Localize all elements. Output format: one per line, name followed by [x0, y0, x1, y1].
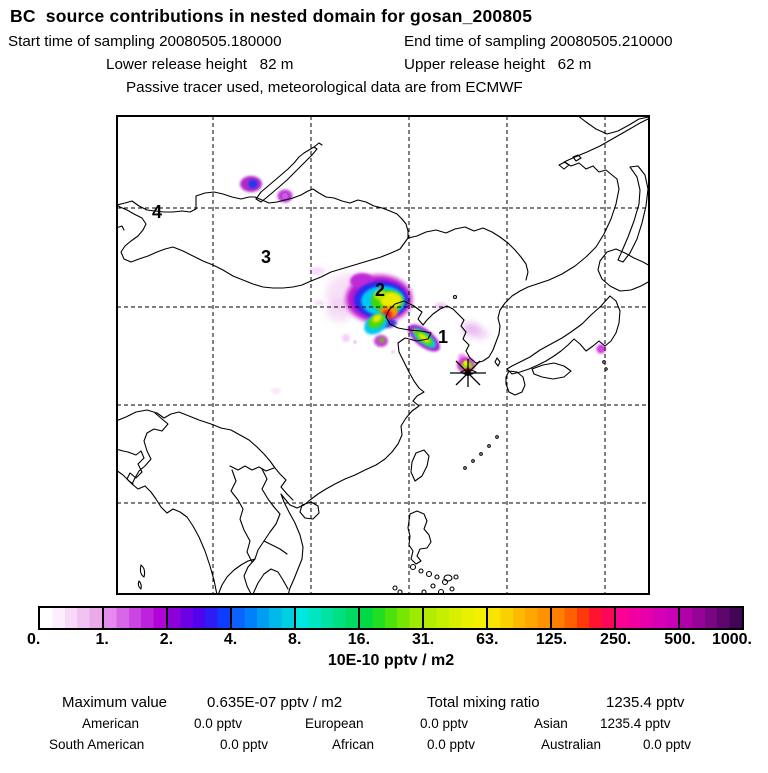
colorbar-tick-250: 250.: [600, 631, 632, 648]
max-value-number: 0.635E-07 pptv / m2: [207, 694, 343, 711]
colorbar-segment-6: [422, 608, 486, 628]
colorbar-unit-label: 10E-10 pptv / m2: [327, 652, 455, 669]
region-american-value: 0.0 pptv: [194, 716, 243, 731]
coastlines: [116, 115, 650, 595]
colorbar-tick-1000: 1000.: [711, 631, 753, 648]
map-border: [117, 116, 649, 594]
colorbar-segment-1: [102, 608, 166, 628]
colorbar-segment-4: [294, 608, 358, 628]
colorbar-tick-63: 63.: [476, 631, 499, 648]
colorbar-segment-9: [614, 608, 678, 628]
total-mixing-label: Total mixing ratio: [427, 694, 540, 711]
region-south-american-label: South American: [49, 737, 145, 752]
end-time-text: End time of sampling 20080505.210000: [404, 33, 673, 50]
region-european-value: 0.0 pptv: [420, 716, 469, 731]
map-region-label-2: 2: [375, 280, 386, 300]
colorbar-tick-31: 31.: [411, 631, 435, 648]
colorbar-segment-2: [166, 608, 230, 628]
map-region-label-1: 1: [438, 327, 449, 347]
region-australian-value: 0.0 pptv: [643, 737, 692, 752]
lower-release-text: Lower release height 82 m: [106, 56, 294, 73]
colorbar-segment-7: [486, 608, 550, 628]
colorbar-tick-4: 4.: [223, 631, 238, 648]
colorbar-segment-3: [230, 608, 294, 628]
colorbar-tick-2: 2.: [159, 631, 174, 648]
receptor-star-icon: [450, 359, 486, 387]
colorbar-tick-16: 16.: [347, 631, 371, 648]
graticule: [117, 116, 649, 594]
region-african-label: African: [332, 737, 375, 752]
region-australian-label: Australian: [541, 737, 602, 752]
region-american-label: American: [82, 716, 140, 731]
tracer-note-text: Passive tracer used, meteorological data are from ECMWF: [126, 79, 523, 96]
region-asian-label: Asian: [534, 716, 568, 731]
colorbar-tick-1: 1.: [95, 631, 109, 648]
map-region-label-3: 3: [261, 247, 272, 267]
colorbar-segment-10: [678, 608, 742, 628]
start-time-text: Start time of sampling 20080505.180000: [8, 33, 282, 50]
region-south-american-value: 0.0 pptv: [220, 737, 269, 752]
colorbar-tick-0: 0.: [27, 631, 41, 648]
concentration-plumes: [240, 176, 606, 394]
colorbar-tick-500: 500.: [664, 631, 696, 648]
plot-title: BC source contributions in nested domain for gosan_200805: [10, 6, 533, 26]
max-value-label: Maximum value: [62, 694, 168, 711]
colorbar: [38, 606, 744, 630]
total-mixing-number: 1235.4 pptv: [606, 694, 685, 711]
colorbar-segment-5: [358, 608, 422, 628]
region-asian-value: 1235.4 pptv: [600, 716, 671, 731]
colorbar-segment-0: [40, 608, 102, 628]
colorbar-segment-8: [550, 608, 614, 628]
region-european-label: European: [305, 716, 364, 731]
map-region-label-4: 4: [152, 202, 163, 222]
region-african-value: 0.0 pptv: [427, 737, 476, 752]
colorbar-tick-125: 125.: [535, 631, 568, 648]
colorbar-tick-8: 8.: [288, 631, 302, 648]
upper-release-text: Upper release height 62 m: [404, 56, 592, 73]
